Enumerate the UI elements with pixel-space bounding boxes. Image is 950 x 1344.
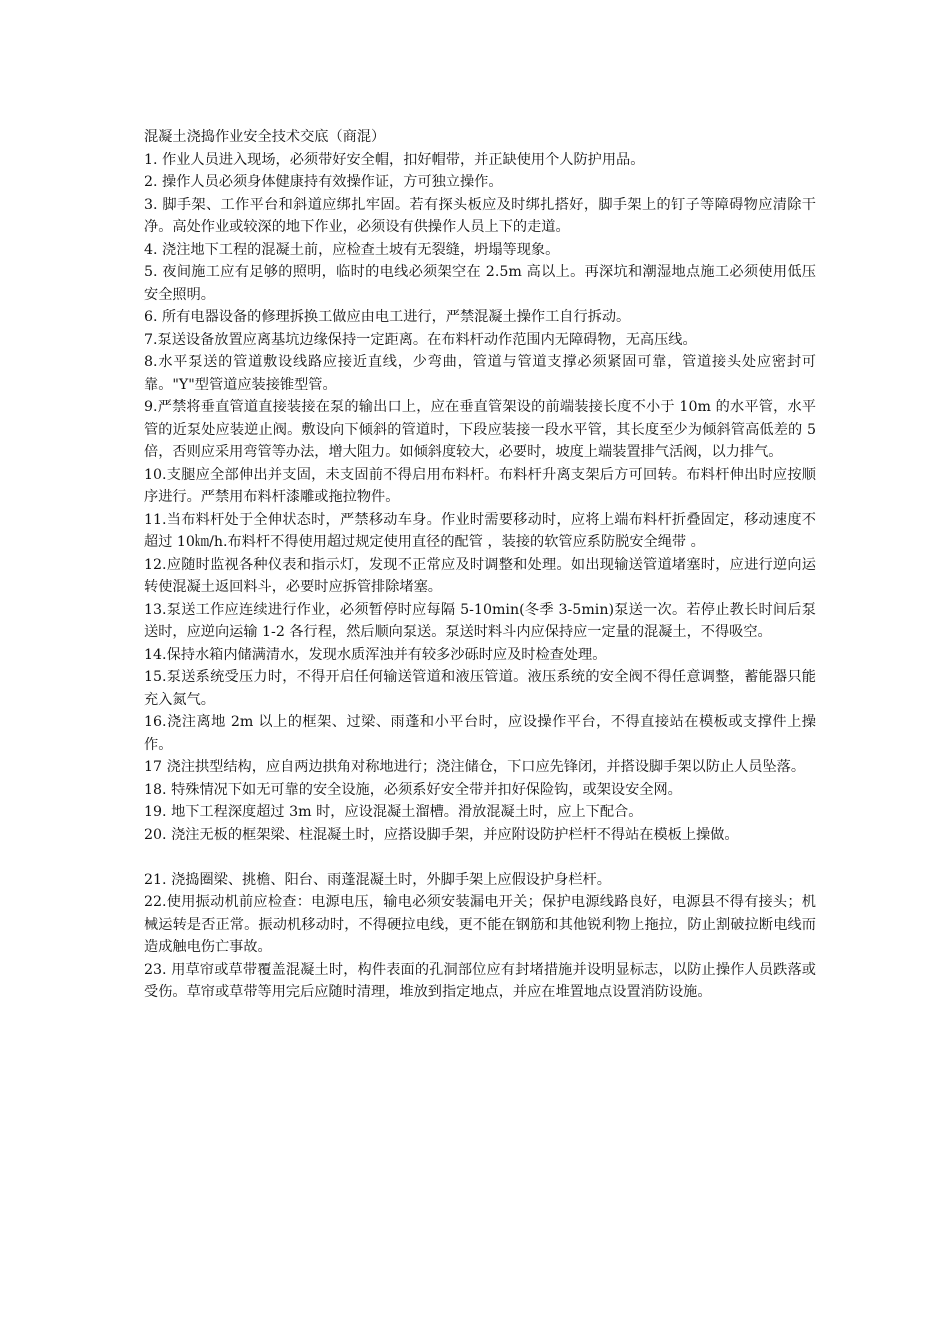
paragraph-11: 11.当布料杆处于全伸状态时，严禁移动车身。作业时需要移动时，应将上端布料杆折叠固定，移动速度不超过 10㎞/h.布料杆不得使用超过规定使用直径的配管 ，装接的软管应系防脱安全绳带 。 — [144, 511, 816, 550]
paragraph-8: 8.水平泵送的管道敷设线路应接近直线，少弯曲，管道与管道支撑必须紧固可靠，管道接头处应密封可靠。"Y"型管道应装接锥型管。 — [144, 354, 816, 393]
paragraph-1: 1. 作业人员进入现场，必须带好安全帽，扣好帽带，并正缺使用个人防护用品。 — [144, 151, 645, 168]
paragraph-20: 20. 浇注无板的框架梁、柱混凝土时，应搭设脚手架，并应附设防护栏杆不得站在模板上操做。 — [144, 826, 739, 843]
paragraph-3: 3. 脚手架、工作平台和斜道应绑扎牢固。若有探头板应及时绑扎搭好，脚手架上的钉子等障碍物应清除干净。高处作业或较深的地下作业，必须设有供操作人员上下的走道。 — [144, 196, 816, 235]
paragraph-9: 9.严禁将垂直管道直接装接在泵的输出口上，应在垂直管架设的前端装接长度不小于 10m 的水平管，水平管的近泵处应装逆止阀。敷设向下倾斜的管道时，下段应装接一段水平管，其长度至少为倾斜管高低差的 5 倍，否则应采用弯管等办法，增大阻力。如倾斜度较大，必要时，坡度上端装置排气活阀，以力排气。 — [144, 399, 816, 460]
paragraph-22: 22.使用振动机前应检查：电源电压，输电必须安装漏电开关；保护电源线路良好，电源县不得有接头；机械运转是否正常。振动机移动时，不得硬拉电线，更不能在钢筋和其他锐利物上拖拉，防止割破拉断电线而造成触电伤亡事故。 — [144, 894, 816, 955]
paragraph-21: 21. 浇捣圈梁、挑檐、阳台、雨蓬混凝土时，外脚手架上应假设护身栏杆。 — [144, 871, 611, 888]
paragraph-12: 12.应随时监视各种仪表和指示灯，发现不正常应及时调整和处理。如出现输送管道堵塞时，应进行逆向运转使混凝土返回料斗，必要时应拆管排除堵塞。 — [144, 556, 816, 595]
paragraph-16: 16.浇注离地 2m 以上的框架、过梁、雨蓬和小平台时，应设操作平台，不得直接站在模板或支撑件上操作。 — [144, 714, 816, 753]
paragraph-17: 17 浇注拱型结构，应自两边拱角对称地进行；浇注储仓，下口应先锋闭，并搭设脚手架以防止人员坠落。 — [144, 759, 806, 775]
paragraph-18: 18. 特殊情况下如无可靠的安全设施，必须系好安全带并扣好保险钩，或架设安全网。 — [144, 781, 682, 798]
document-title: 混凝土浇捣作业安全技术交底（商混） — [144, 129, 386, 145]
paragraph-13: 13.泵送工作应连续进行作业，必须暂停时应每隔 5-10min(冬季 3-5min)泵送一次。若停止教长时间后泵送时，应逆向运输 1-2 各行程，然后顺向泵送。泵送时料斗内应保持应一定量的混凝土，不得吸空。 — [144, 601, 816, 640]
paragraph-23: 23. 用草帘或草带覆盖混凝土时，构件表面的孔洞部位应有封堵措施并设明显标志，以防止操作人员跌落或受伤。草帘或草带等用完后应随时清理，堆放到指定地点，并应在堆置地点设置消防设施。 — [144, 961, 816, 1000]
document-body — [144, 126, 816, 1004]
paragraph-4: 4. 浇注地下工程的混凝土前，应检查土坡有无裂缝，坍塌等现象。 — [144, 241, 560, 258]
paragraph-19: 19. 地下工程深度超过 3m 时，应设混凝土溜槽。滑放混凝土时，应上下配合。 — [144, 804, 643, 820]
paragraph-7: 7.泵送设备放置应离基坑边缘保持一定距离。在布料杆动作范围内无障碍物，无高压线。 — [144, 331, 697, 348]
paragraph-5: 5. 夜间施工应有足够的照明，临时的电线必须架空在 2.5m 高以上。再深坑和潮湿地点施工必须使用低压安全照明。 — [144, 264, 816, 303]
paragraph-10: 10.支腿应全部伸出并支固，未支固前不得启用布料杆。布料杆升离支架后方可回转。布料杆伸出时应按顺序进行。严禁用布料杆漆雕或拖拉物件。 — [144, 466, 816, 505]
paragraph-15: 15.泵送系统受压力时，不得开启任何输送管道和液压管道。液压系统的安全阀不得任意调整，蓄能器只能充入氮气。 — [144, 669, 816, 708]
paragraph-2: 2. 操作人员必须身体健康持有效操作证，方可独立操作。 — [144, 174, 503, 190]
paragraph-6: 6. 所有电器设备的修理拆换工做应由电工进行，严禁混凝土操作工自行拆动。 — [144, 309, 631, 325]
paragraph-14: 14.保持水箱内储满清水，发现水质浑浊并有较多沙砾时应及时检查处理。 — [144, 646, 607, 663]
